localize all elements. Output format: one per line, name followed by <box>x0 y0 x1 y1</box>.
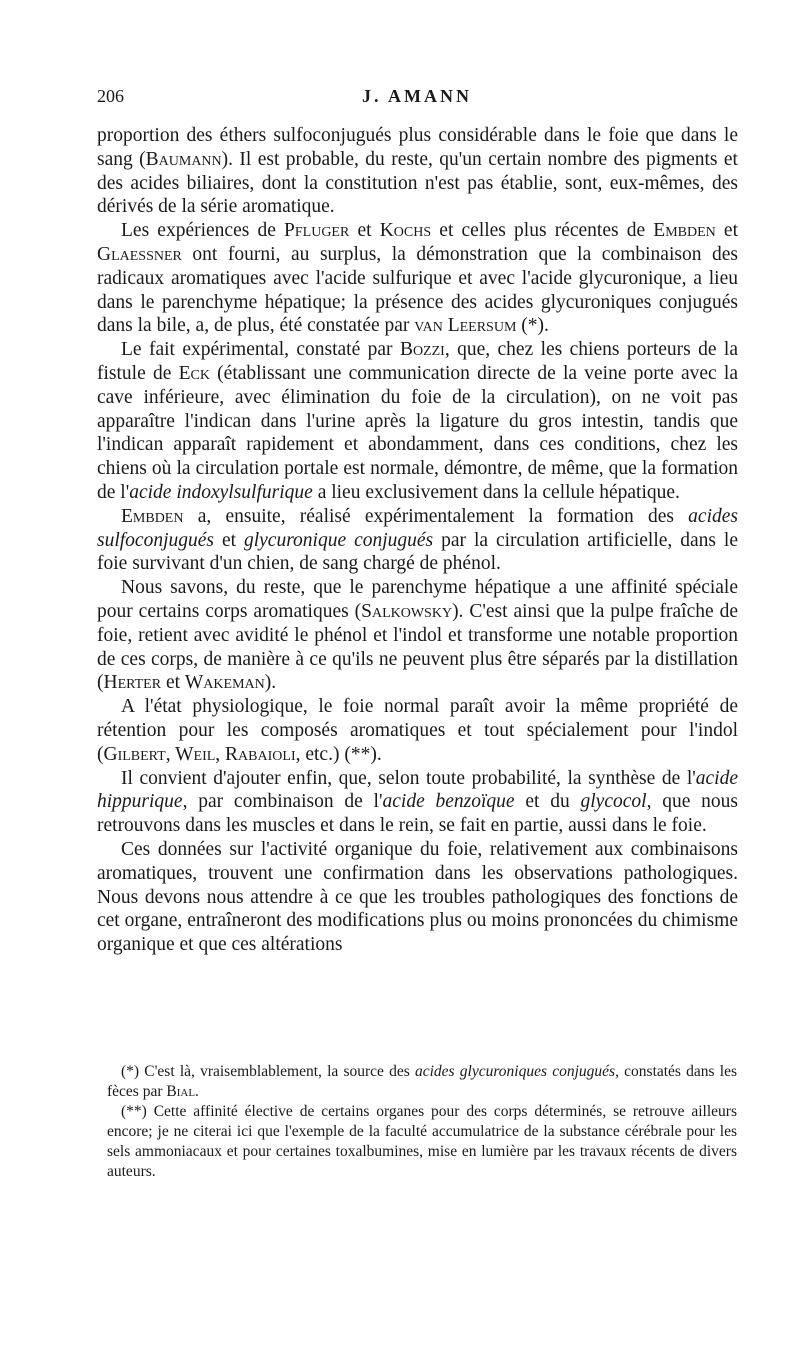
italic-term: acide indoxylsulfurique <box>129 481 313 503</box>
author-name: Baumann <box>145 148 222 170</box>
page-number: 206 <box>97 86 124 106</box>
paragraph-continued: proportion des éthers sulfoconjugués plus considérable dans le foie que dans le sang (Baumann). Il est probable, du reste, qu'un certain nombre des pigments et des acides biliaires, dont la constitution n'est pas établie, sont, eux-mêmes, des dérivés de la série aromatique. <box>97 125 738 218</box>
paragraph: Le fait expérimental, constaté par Bozzi, que, chez les chiens porteurs de la fistule de Eck (établissant une communication directe de la veine porte avec la cave inférieure, avec élimination du foie de la circulation), on ne voit pas apparaître l'indican dans l'urine après la ligature du gros intestin, tandis que l'indican apparaît rapidement et abondamment, dans ces conditions, chez les chiens où la circulation portale est normale, démontre, de même, que la formation de l'acide indoxylsulfurique a lieu exclusivement dans la cellule hépatique. <box>97 339 739 503</box>
author-name: Glaessner <box>97 243 182 265</box>
italic-term: glycocol <box>580 791 647 813</box>
footnote: (*) C'est là, vraisemblablement, la source des acides glycuroniques conjugués, constatés dans les fèces par Bial. <box>107 1063 737 1100</box>
body-text <box>97 124 738 957</box>
author-name: Pfluger <box>284 220 350 242</box>
paragraph: A l'état physiologique, le foie normal paraît avoir la même propriété de rétention pour les composés aromatiques et tout spécialement pour l'indol (Gilbert, Weil, Rabaioli, etc.) (**). <box>97 696 738 765</box>
running-head: J. AMANN <box>362 86 472 106</box>
paragraph: Il convient d'ajouter enfin, que, selon toute probabilité, la synthèse de l'acide hippurique, par combinaison de l'acide benzoïque et du glycocol, que nous retrouvons dans les muscles et dans le rein, se fait en partie, aussi dans le foie. <box>97 767 738 837</box>
author-name: Gilbert, Weil, Rabaioli <box>103 743 296 765</box>
author-name: van Leersum <box>414 315 517 337</box>
author-name: Herter <box>103 672 162 694</box>
italic-term: acides glycuroniques conjugués <box>414 1063 616 1080</box>
author-name: Embden <box>121 505 184 527</box>
author-name: Bozzi <box>399 339 445 361</box>
page-header <box>97 86 737 114</box>
author-name: Salkowsky <box>361 600 453 622</box>
footnotes <box>107 1062 737 1182</box>
paragraph: Embden a, ensuite, réalisé expérimentalement la formation des acides sulfoconjugués et glycuronique conjugués par la circulation artificielle, dans le foie survivant d'un chien, de sang chargé de phénol. <box>97 505 739 575</box>
author-name: Wakeman <box>184 672 265 694</box>
author-name: Embden <box>653 220 716 242</box>
italic-term: acide benzoïque <box>382 791 515 813</box>
italic-term: acides sulfoconjugués <box>97 505 738 551</box>
paragraph: Ces données sur l'activité organique du foie, relativement aux combinaisons aromatiques, trouvent une confirmation dans les observations pathologiques. Nous devons nous attendre à ce que les troubles pathologiques des fonctions de cet organe, entraîneront des modifications plus ou moins prononcées du chimisme organique et que ces altérations <box>97 838 738 956</box>
paragraph: Nous savons, du reste, que le parenchyme hépatique a une affinité spéciale pour certains corps aromatiques (Salkowsky). C'est ainsi que la pulpe fraîche de foie, retient avec avidité le phénol et l'indol et transforme une notable proportion de ces corps, de manière à ce qu'ils ne peuvent plus être séparés par la distillation (Herter et Wakeman). <box>97 577 738 694</box>
author-name: Kochs <box>379 220 432 242</box>
italic-term: acide hippurique <box>97 767 738 813</box>
author-name: Bial <box>166 1083 196 1100</box>
paragraph: Les expériences de Pfluger et Kochs et celles plus récentes de Embden et Glaessner ont fourni, au surplus, la démonstration que la combinaison des radicaux aromatiques avec l'acide sulfurique et avec l'acide glycuronique, a lieu dans le parenchyme hépatique; la présence des acides glycuroniques conjugués dans la bile, a, de plus, été constatée par van Leersum (*). <box>97 220 738 337</box>
italic-term: glycuronique conjugués <box>243 529 434 551</box>
author-name: Eck <box>178 362 210 384</box>
footnote: (**) Cette affinité élective de certains organes pour des corps déterminés, se retrouve ailleurs encore; je ne citerai ici que l'exemple de la faculté accumulatrice de la substance cérébrale pour les sels ammoniacaux et pour certaines toxalbumines, mise en lumière par les travaux récents de divers auteurs. <box>107 1103 737 1180</box>
